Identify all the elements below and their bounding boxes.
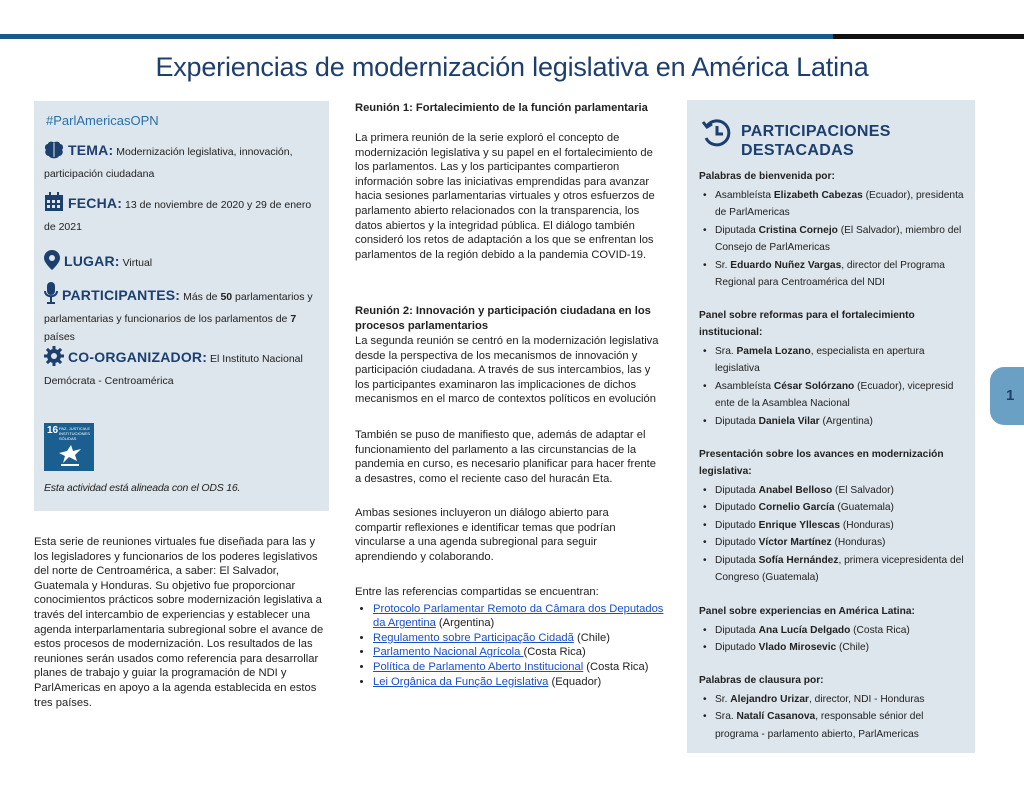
list-item: • Regulamento sobre Participação Cidadã (Chile) bbox=[373, 631, 665, 646]
section-avances: Presentación sobre los avances en modernización legislativa: • Diputada Anabel Belloso (El Salvador) • Diputado Cornelio García (Guatemala) • Diputado Enrique Yllescas (Honduras) • Diputado Víctor Martínez (Honduras) • Diputada Sofía Hernández, primera vicepresidenta del Congreso (Guatemala) bbox=[699, 446, 967, 586]
coorganizador-block bbox=[44, 346, 322, 390]
references-block bbox=[355, 585, 665, 689]
hashtag: #ParlAmericasOPN bbox=[46, 113, 159, 128]
ambas-paragraph: Ambas sesiones incluyeron un diálogo abierto para compartir reflexiones e identificar temas que podrían vincularse a una agenda subregional para seguir aprendiendo y colaborando. bbox=[355, 507, 616, 563]
sdg16-badge bbox=[44, 423, 94, 471]
location-pin-icon bbox=[44, 250, 60, 276]
page-number: 1 bbox=[1006, 387, 1015, 404]
brain-icon bbox=[44, 141, 64, 165]
fecha-label: FECHA: bbox=[68, 195, 123, 211]
highlights-title: PARTICIPACIONES DESTACADAS bbox=[741, 123, 891, 159]
calendar-icon bbox=[44, 192, 64, 218]
page-number-tab bbox=[990, 367, 1024, 425]
sdg-caption: Esta actividad está alineada con el ODS 16. bbox=[44, 482, 241, 494]
lugar-value: Virtual bbox=[122, 257, 153, 269]
lugar-label: LUGAR: bbox=[64, 253, 120, 269]
reference-link[interactable]: Regulamento sobre Participação Cidadã bbox=[373, 631, 574, 644]
list-item: • Sra. Natalí Casanova, responsable sénior del programa - parlamento abierto, ParlAmericas bbox=[715, 708, 967, 743]
list-item: • Diputado Enrique Yllescas (Honduras) bbox=[715, 517, 967, 534]
list-item: • Diputado Vlado Mirosevic (Chile) bbox=[715, 639, 967, 656]
list-item: • Sr. Alejandro Urizar, director, NDI - Honduras bbox=[715, 691, 967, 708]
list-item: • Diputada Cristina Cornejo (El Salvador), miembro del Consejo de ParlAmericas bbox=[715, 222, 967, 257]
list-item: • Diputada Ana Lucía Delgado (Costa Rica) bbox=[715, 622, 967, 639]
list-item: • Asambleísta César Solórzano (Ecuador), vicepresid ente de la Asamblea Nacional bbox=[715, 378, 967, 413]
countries-count: 7 bbox=[290, 313, 297, 325]
clock-icon bbox=[700, 116, 734, 155]
list-item: • Diputada Sofía Hernández, primera vicepresidenta del Congreso (Guatemala) bbox=[715, 552, 967, 587]
top-rule-blue bbox=[0, 34, 833, 39]
list-item: • Diputada Daniela Vilar (Argentina) bbox=[715, 413, 967, 430]
reference-link[interactable]: Política de Parlamento Aberto Institucional bbox=[373, 660, 584, 673]
list-item: • Diputado Cornelio García (Guatemala) bbox=[715, 499, 967, 516]
tema-value: Modernización legislativa, innovación, participación ciudadana bbox=[44, 146, 293, 180]
tema-block bbox=[44, 141, 322, 183]
list-item: • Parlamento Nacional Agrícola (Costa Rica) bbox=[373, 645, 665, 660]
reference-link[interactable]: Parlamento Nacional Agrícola bbox=[373, 646, 524, 659]
reunion2-body: La segunda reunión se centró en la modernización legislativa desde la perspectiva de los mecanismos de innovación y participación ciudadana. A través de sus intercambios, las y los participantes examinaron las implicaciones de dichos mecanismos en el marco de contextos políticos en evolución bbox=[355, 335, 659, 406]
coorganizador-label: CO-ORGANIZADOR: bbox=[68, 349, 208, 365]
page-title: Experiencias de modernización legislativa en América Latina bbox=[155, 52, 869, 82]
sdg-text: PAZ, JUSTICIA E INSTITUCIONES SÓLIDAS bbox=[59, 426, 91, 441]
list-item: • Protocolo Parlamentar Remoto da Câmara dos Deputados da Argentina (Argentina) bbox=[373, 602, 665, 631]
intro-paragraph: Esta serie de reuniones virtuales fue diseñada para las y los legisladores y funcionarios de los poderes legislativos del norte de Centroamérica, a saber: El Salvador, Guatemala y Honduras. Su objetivo fue proporcionar conocimientos prácticos sobre modernización legislativa a través del intercambio de experiencias y establecer una agenda interparlamentaria subregional sobre el avance de estos procesos de modernización. Los resultados de las reuniones serán usados como referencia para desarrollar planes de trabajo y guiar la programación de NDI y ParlAmericas en apoyo a la agenda establecida en estos tres países. bbox=[34, 536, 324, 709]
reunion1-body: La primera reunión de la serie exploró el concepto de modernización legislativa y su papel en el fortalecimiento de los parlamentos. Las y los participantes compartieron información sobre las iniciativas emprendidas para avanzar hacia sesiones parlamentarias virtuales y otros esfuerzos de parlamento abierto relacionados con la transparencia, los datos abiertos y la integridad pública. El diálogo también consideró los retos de adaptación a los que se enfrentan los parlamentos de la región debido a la pandemia COVID-19. bbox=[355, 132, 655, 261]
list-item: • Diputada Anabel Belloso (El Salvador) bbox=[715, 482, 967, 499]
participantes-mid: parlamentarios y parlamentarias y funcionarios de los parlamentos de bbox=[44, 291, 313, 325]
list-item: • Sra. Pamela Lozano, especialista en apertura legislativa bbox=[715, 343, 967, 378]
fecha-block bbox=[44, 192, 322, 236]
reunion2-body-2: También se puso de manifiesto que, además de adaptar el funcionamiento del parlamento a las circunstancias de la pandemia en curso, es necesario planificar para hacer frente a desastres, como el reciente caso del huracán Eta. bbox=[355, 429, 656, 485]
participantes-label: PARTICIPANTES: bbox=[62, 287, 181, 303]
reunion2-heading: Reunión 2: Innovación y participación ciudadana en los procesos parlamentarios bbox=[355, 305, 651, 332]
section-clausura: Palabras de clausura por: • Sr. Alejandro Urizar, director, NDI - Honduras • Sra. Natalí Casanova, responsable sénior del programa - parlamento abierto, ParlAmericas bbox=[699, 672, 967, 743]
participantes-count: 50 bbox=[220, 291, 233, 303]
reference-link[interactable]: Lei Orgânica da Função Legislativa bbox=[373, 675, 549, 688]
section-experiencias: Panel sobre experiencias en América Latina: • Diputada Ana Lucía Delgado (Costa Rica) • Diputado Vlado Mirosevic (Chile) bbox=[699, 603, 967, 657]
list-item: • Lei Orgânica da Função Legislativa (Equador) bbox=[373, 675, 665, 690]
section-bienvenida: Palabras de bienvenida por: • Asambleísta Elizabeth Cabezas (Ecuador), presidenta de ParlAmericas • Diputada Cristina Cornejo (El Salvador), miembro del Consejo de ParlAmericas • Sr. Eduardo Nuñez Vargas, director del Programa Regional para Centroamérica del NDI bbox=[699, 168, 967, 291]
lugar-block bbox=[44, 250, 322, 276]
reunion1-heading: Reunión 1: Fortalecimiento de la función parlamentaria bbox=[355, 102, 648, 114]
top-rule-black bbox=[833, 34, 1024, 39]
references-intro: Entre las referencias compartidas se encuentran: bbox=[355, 586, 599, 598]
coorganizador-value: El Instituto Nacional Demócrata - Centroamérica bbox=[44, 353, 303, 387]
gear-icon bbox=[44, 346, 64, 372]
dove-icon bbox=[57, 443, 83, 472]
tema-label: TEMA: bbox=[68, 142, 114, 158]
list-item: • Política de Parlamento Aberto Institucional (Costa Rica) bbox=[373, 660, 665, 675]
fecha-value: 13 de noviembre de 2020 y 29 de enero de 2021 bbox=[44, 199, 312, 233]
participantes-block bbox=[44, 282, 322, 346]
list-item: • Asambleísta Elizabeth Cabezas (Ecuador), presidenta de ParlAmericas bbox=[715, 187, 967, 222]
reference-link[interactable]: Protocolo Parlamentar Remoto da Câmara dos Deputados da Argentina bbox=[373, 602, 664, 630]
list-item: • Diputado Víctor Martínez (Honduras) bbox=[715, 534, 967, 551]
sdg-number: 16 bbox=[47, 425, 59, 436]
participantes-pre: Más de bbox=[183, 291, 221, 303]
references-list bbox=[355, 602, 665, 690]
section-reformas: Panel sobre reformas para el fortalecimiento institucional: • Sra. Pamela Lozano, especialista en apertura legislativa • Asambleísta César Solórzano (Ecuador), vicepresid ente de la Asamblea Nacional • Diputada Daniela Vilar (Argentina) bbox=[699, 307, 967, 430]
microphone-icon bbox=[44, 282, 58, 310]
participantes-post: países bbox=[44, 331, 75, 343]
list-item: • Sr. Eduardo Nuñez Vargas, director del Programa Regional para Centroamérica del NDI bbox=[715, 257, 967, 292]
